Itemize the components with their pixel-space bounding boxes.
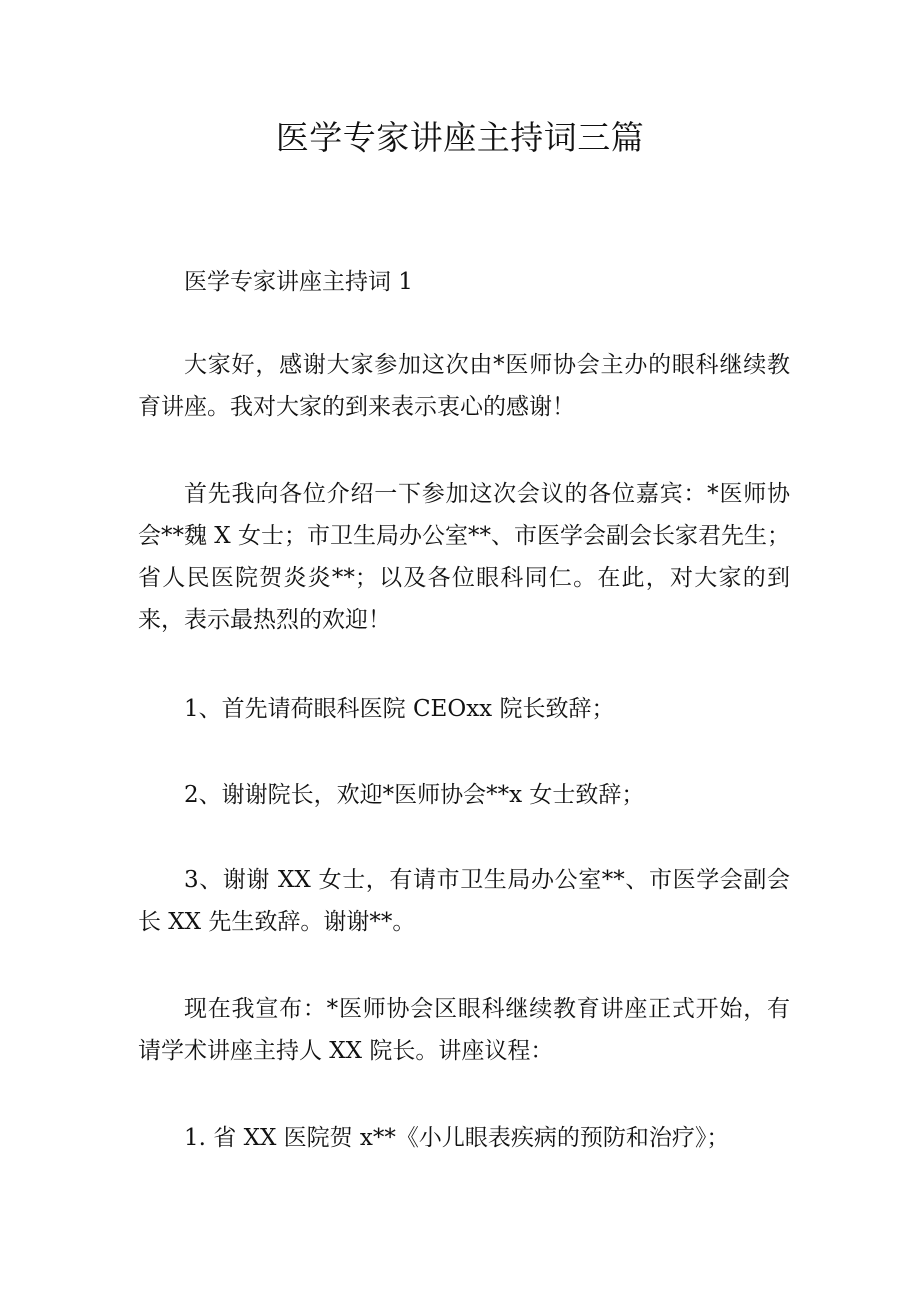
agenda-item-2: 2、谢谢院长，欢迎*医师协会**x 女士致辞；: [184, 782, 645, 808]
paragraph-welcome: 大家好，感谢大家参加这次由*医师协会主办的眼科继续教育讲座。我对大家的到来表示衷心的感谢！: [138, 352, 790, 420]
document-title: 医学专家讲座主持词三篇: [275, 118, 645, 157]
lecture-item-1: 1. 省 XX 医院贺 x**《小儿眼表疾病的预防和治疗》；: [184, 1125, 730, 1151]
paragraph-guests: 首先我向各位介绍一下参加这次会议的各位嘉宾：*医师协会**魏 X 女士；市卫生局办公室**、市医学会副会长家君先生；省人民医院贺炎炎**；以及各位眼科同仁。在此，对大家的到来，表示最热烈的欢迎！: [138, 481, 790, 633]
paragraph-announcement: 现在我宣布：*医师协会区眼科继续教育讲座正式开始，有请学术讲座主持人 XX 院长。讲座议程：: [138, 996, 790, 1064]
section-heading: 医学专家讲座主持词 1: [184, 269, 413, 295]
agenda-item-3: 3、谢谢 XX 女士，有请市卫生局办公室**、市医学会副会长 XX 先生致辞。谢谢**。: [138, 867, 790, 935]
agenda-item-1: 1、首先请荷眼科医院 CEOxx 院长致辞；: [184, 696, 615, 722]
